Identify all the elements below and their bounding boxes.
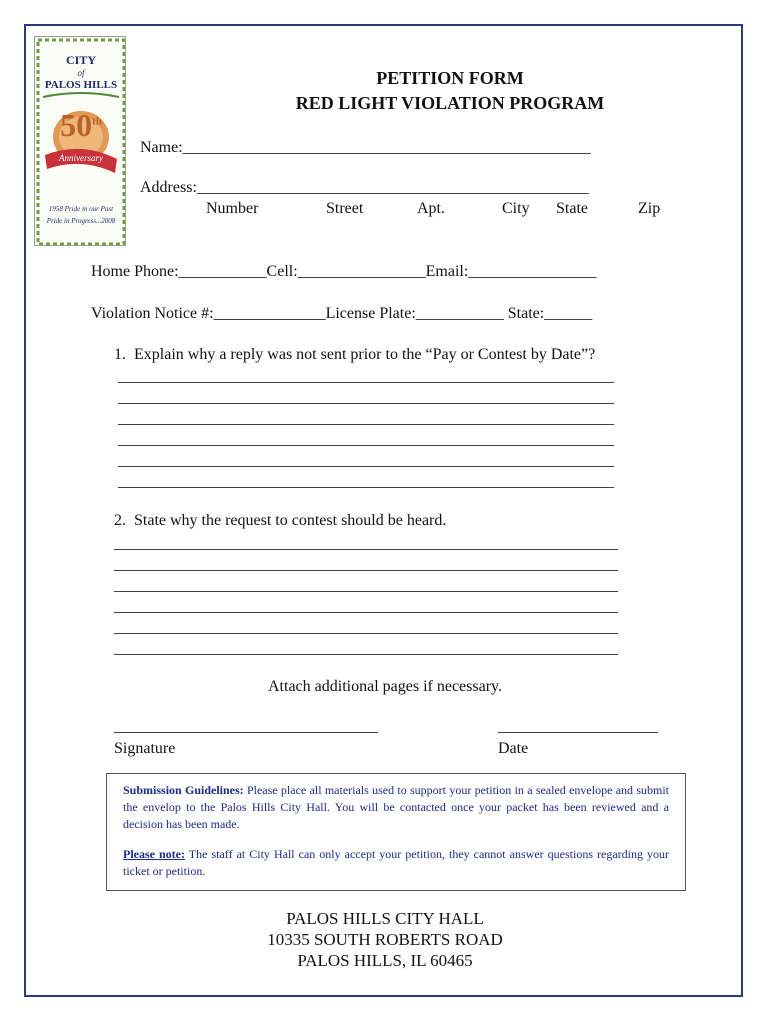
answer-line[interactable]: ______________________________________________________________ [118,473,614,490]
logo-ribbon: Anniversary [59,153,103,163]
city-logo [34,36,126,246]
answer-line[interactable]: _______________________________________________________________ [114,619,618,636]
logo-of: of [77,68,85,78]
logo-city: CITY [65,53,96,67]
answer-line[interactable]: ______________________________________________________________ [118,389,614,406]
logo-palos-hills: PALOS HILLS [44,79,118,91]
answer-line[interactable]: ______________________________________________________________ [118,431,614,448]
question-2: 2. State why the request to contest should be heard. [114,512,447,529]
answer-line[interactable]: _______________________________________________________________ [114,535,618,552]
logo-tagline-1: 1958 Pride in our Past [48,205,114,213]
answer-line[interactable]: _______________________________________________________________ [114,598,618,615]
date-label: Date [498,740,529,757]
date-line[interactable]: ____________________ [498,718,658,735]
address-street-label: Street [326,200,364,217]
answer-line[interactable]: ______________________________________________________________ [118,368,614,385]
address-state-label: State [556,200,588,217]
footer-city: PALOS HILLS, IL 60465 [297,951,473,970]
guidelines-text: Please place all materials used to support your petition in a sealed envelope and submit the envelop to the Palos Hills City Hall. You will be contacted once your packet has been reviewed and a decision has been made. [123,783,669,831]
form-subtitle: RED LIGHT VIOLATION PROGRAM [295,93,605,113]
answer-line[interactable]: _______________________________________________________________ [114,640,618,657]
address-zip-label: Zip [638,200,661,217]
guidelines-heading: Submission Guidelines: [123,783,244,797]
form-title: PETITION FORM [376,68,524,88]
address-field[interactable]: Address:_________________________________________________ [140,179,589,196]
note-paragraph [123,846,669,880]
footer-office: PALOS HILLS CITY HALL [286,909,484,928]
note-label: Please note: [123,847,185,861]
name-field[interactable]: Name:___________________________________________________ [140,139,591,156]
answer-line[interactable]: ______________________________________________________________ [118,452,614,469]
address-city-label: City [502,200,530,217]
note-text: The staff at City Hall can only accept your petition, they cannot answer questions regarding your ticket or petition. [123,847,669,878]
signature-line[interactable]: _________________________________ [114,718,378,735]
signature-label: Signature [114,740,176,757]
answer-line[interactable]: _______________________________________________________________ [114,556,618,573]
address-apt-label: Apt. [417,200,445,217]
address-number-label: Number [206,200,259,217]
phone-email-fields[interactable]: Home Phone:___________Cell:________________Email:________________ [91,263,597,280]
question-1: 1. Explain why a reply was not sent prior to the “Pay or Contest by Date”? [114,346,596,363]
footer-street: 10335 SOUTH ROBERTS ROAD [267,930,503,949]
attach-note: Attach additional pages if necessary. [268,678,502,695]
violation-plate-fields[interactable]: Violation Notice #:______________License Plate:___________ State:______ [91,305,593,322]
submission-guidelines-box [106,773,686,891]
logo-tagline-2: Pride in Progress...2008 [46,217,116,225]
answer-line[interactable]: _______________________________________________________________ [114,577,618,594]
logo-number: 50th [60,107,102,143]
guidelines-paragraph [123,782,669,833]
answer-line[interactable]: ______________________________________________________________ [118,410,614,427]
